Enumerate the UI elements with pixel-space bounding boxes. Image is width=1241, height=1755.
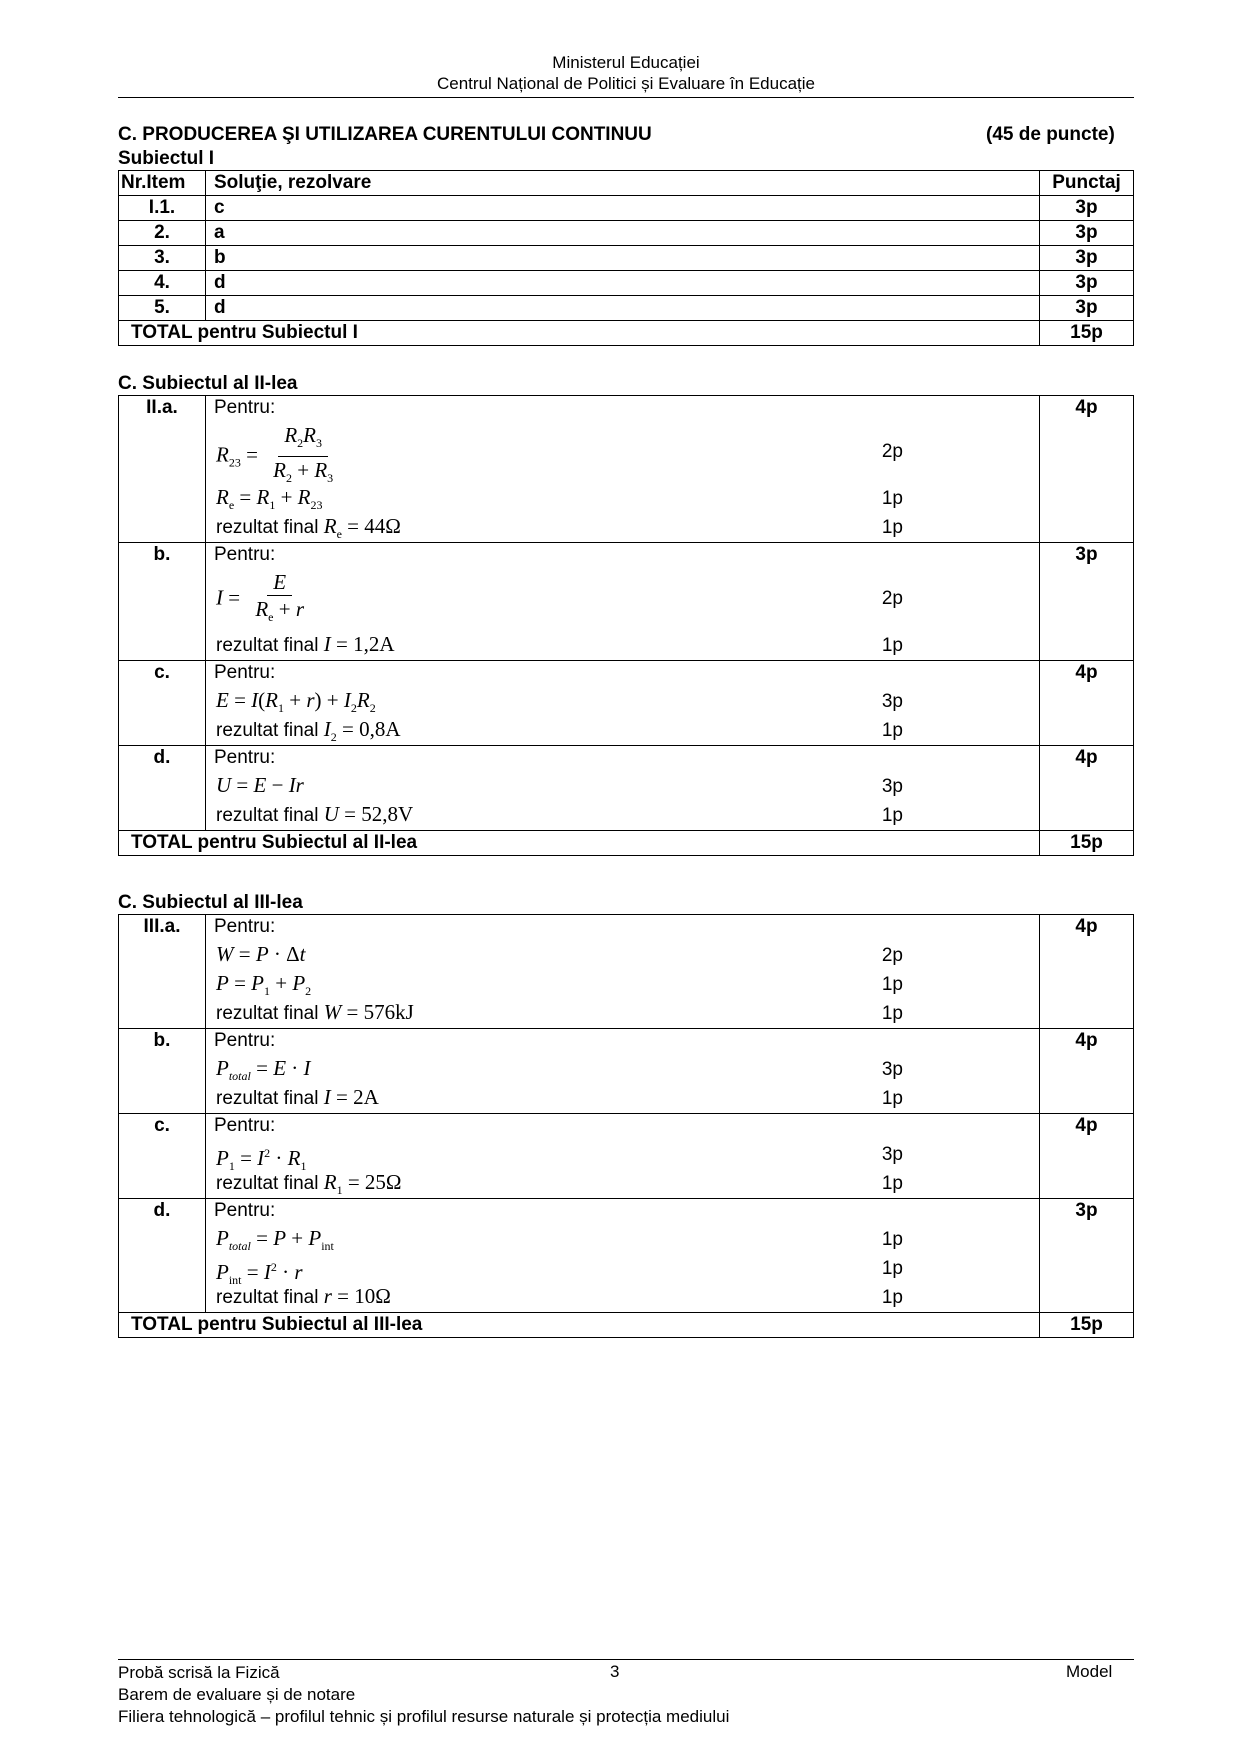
item-number: III.a. [119, 915, 206, 1029]
sub-score: 2p [881, 945, 903, 966]
header-item: Nr.Item [119, 171, 206, 196]
score: 4p [1040, 746, 1134, 831]
formula: $R_e = R_1 + R_{23}$ [216, 485, 323, 513]
formula: W = P · Δt [216, 942, 306, 966]
final-result-line [214, 1167, 1031, 1196]
score: 4p [1040, 915, 1134, 1029]
formula: $E = I(R_1 + r) + I_2R_2$ [216, 688, 376, 716]
final-result-line [214, 799, 1031, 828]
formula-line [214, 1252, 1031, 1288]
intro-text: Pentru: [214, 747, 276, 768]
table-row [119, 246, 1134, 271]
total-row [119, 831, 1134, 856]
formula: I = $\frac{E}{R_e + r}$ [216, 570, 305, 625]
intro-text: Pentru: [214, 916, 276, 937]
final-label: rezultat final [216, 1088, 319, 1109]
subject3-table [118, 914, 1134, 1338]
solution-cell [206, 543, 1040, 661]
item-number: 5. [119, 296, 206, 321]
header-ministry: Ministerul Educației [552, 53, 700, 72]
final-label: rezultat final [216, 805, 319, 826]
table-row [119, 1029, 1134, 1114]
sub-score: 3p [881, 776, 903, 797]
score: 3p [1040, 543, 1134, 661]
score: 3p [1040, 246, 1134, 271]
solution-cell [206, 396, 1040, 543]
formula: $P_{total} = E \cdot I$ [216, 1056, 311, 1084]
table-row [119, 661, 1134, 746]
sub-score: 1p [881, 1229, 903, 1250]
formula-line [214, 1053, 1031, 1082]
solution-cell [206, 1199, 1040, 1313]
sub-score: 1p [881, 1173, 903, 1194]
final-result: rezultat final I = 1,2A [216, 632, 395, 656]
score: 4p [1040, 1114, 1134, 1199]
sub-score: 1p [881, 720, 903, 741]
final-result-line [214, 1281, 1031, 1310]
total-score: 15p [1040, 321, 1134, 346]
item-number: c. [119, 1114, 206, 1199]
final-result: rezultat final I = 2A [216, 1085, 379, 1109]
sub-score: 1p [881, 1003, 903, 1024]
final-label: rezultat final [216, 1173, 319, 1194]
answer: c [206, 196, 1040, 221]
formula-line [214, 1138, 1031, 1174]
total-label: TOTAL pentru Subiectul al III-lea [119, 1313, 1040, 1338]
total-row [119, 1313, 1134, 1338]
solution-cell [206, 915, 1040, 1029]
formula-line [214, 1223, 1031, 1252]
solution-cell [206, 1029, 1040, 1114]
final-result-line [214, 1082, 1031, 1111]
final-result: rezultat final r = 10Ω [216, 1284, 391, 1308]
sub-score: 3p [881, 1059, 903, 1080]
final-result: rezultat final U = 52,8V [216, 802, 414, 826]
formula: $P_{int} = I^2 \cdot r$ [216, 1260, 303, 1288]
subject2-title: C. Subiectul al II-lea [118, 373, 298, 394]
item-number: 2. [119, 221, 206, 246]
intro-text: Pentru: [214, 544, 276, 565]
intro-text: Pentru: [214, 1030, 276, 1051]
table-row [119, 915, 1134, 1029]
subject1-title: Subiectul I [118, 148, 215, 169]
score: 3p [1040, 1199, 1134, 1313]
intro-text: Pentru: [214, 662, 276, 683]
final-label: rezultat final [216, 720, 319, 741]
item-number: 4. [119, 271, 206, 296]
solution-cell [206, 1114, 1040, 1199]
table-row [119, 296, 1134, 321]
table-row [119, 1199, 1134, 1313]
formula-line [214, 770, 1031, 799]
total-score: 15p [1040, 1313, 1134, 1338]
final-result: rezultat final $I_2 = 0,8A$ [216, 717, 401, 745]
final-result-line [214, 714, 1031, 743]
page-number: 3 [610, 1662, 620, 1681]
final-label: rezultat final [216, 1287, 319, 1308]
sub-score: 3p [881, 1144, 903, 1165]
score: 3p [1040, 296, 1134, 321]
answer: b [206, 246, 1040, 271]
final-result: rezultat final W = 576kJ [216, 1000, 414, 1024]
table-header-row [119, 171, 1134, 196]
total-label: TOTAL pentru Subiectul I [119, 321, 1040, 346]
subject3-title: C. Subiectul al III-lea [118, 892, 303, 913]
sub-score: 1p [881, 1088, 903, 1109]
formula-line [214, 420, 1031, 486]
item-number: 3. [119, 246, 206, 271]
item-number: b. [119, 543, 206, 661]
table-row [119, 271, 1134, 296]
final-result-line [214, 629, 1031, 658]
final-label: rezultat final [216, 635, 319, 656]
table-row [119, 196, 1134, 221]
table-row [119, 221, 1134, 246]
formula: $P = P_1 + P_2$ [216, 971, 312, 999]
sub-score: 1p [881, 974, 903, 995]
score: 3p [1040, 271, 1134, 296]
footer-exam: Probă scrisă la Fizică [118, 1663, 280, 1682]
intro-text: Pentru: [214, 1200, 276, 1221]
final-result-line [214, 997, 1031, 1026]
final-label: rezultat final [216, 517, 319, 538]
page-header [118, 52, 1134, 94]
header-score: Punctaj [1040, 171, 1134, 196]
total-row [119, 321, 1134, 346]
sub-score: 3p [881, 691, 903, 712]
subject2-table [118, 395, 1134, 856]
solution-cell [206, 746, 1040, 831]
score: 3p [1040, 221, 1134, 246]
answer: d [206, 271, 1040, 296]
score: 3p [1040, 196, 1134, 221]
formula: U = E − Ir [216, 773, 304, 797]
table-row [119, 1114, 1134, 1199]
item-number: I.1. [119, 196, 206, 221]
score: 4p [1040, 396, 1134, 543]
footer-barem: Barem de evaluare și de notare [118, 1685, 356, 1704]
intro-text: Pentru: [214, 397, 276, 418]
table-row [119, 543, 1134, 661]
formula: $P_{total} = P + P_{int}$ [216, 1226, 334, 1254]
formula-line [214, 685, 1031, 714]
table-row [119, 396, 1134, 543]
answer: d [206, 296, 1040, 321]
final-result-line [214, 511, 1031, 540]
formula-line [214, 482, 1031, 511]
solution-cell [206, 661, 1040, 746]
header-divider [118, 97, 1134, 98]
sub-score: 2p [881, 588, 903, 609]
sub-score: 1p [881, 635, 903, 656]
intro-text: Pentru: [214, 1115, 276, 1136]
section-title: C. PRODUCEREA ŞI UTILIZAREA CURENTULUI CONTINUU [118, 124, 652, 145]
item-number: II.a. [119, 396, 206, 543]
item-number: c. [119, 661, 206, 746]
header-solution: Soluţie, rezolvare [206, 171, 1040, 196]
footer-divider [118, 1659, 1134, 1660]
formula: $P_1 = I^2 \cdot R_1$ [216, 1146, 307, 1174]
score: 4p [1040, 661, 1134, 746]
sub-score: 1p [881, 1258, 903, 1279]
sub-score: 1p [881, 517, 903, 538]
final-result: rezultat final $R_e = 44\Omega$ [216, 514, 401, 542]
formula-line [214, 567, 1031, 629]
sub-score: 2p [881, 441, 903, 462]
footer-profile: Filiera tehnologică – profilul tehnic și profilul resurse naturale și protecția mediului [118, 1707, 730, 1726]
sub-score: 1p [881, 488, 903, 509]
section-points: (45 de puncte) [986, 124, 1115, 145]
subject1-table [118, 170, 1134, 346]
sub-score: 1p [881, 1287, 903, 1308]
footer-model: Model [1066, 1662, 1113, 1681]
total-score: 15p [1040, 831, 1134, 856]
table-row [119, 746, 1134, 831]
total-label: TOTAL pentru Subiectul al II-lea [119, 831, 1040, 856]
answer: a [206, 221, 1040, 246]
formula: $R_{23}$ = $\frac{R_2R_3}{R_2 + R_3}$ [216, 423, 334, 486]
item-number: d. [119, 746, 206, 831]
sub-score: 1p [881, 805, 903, 826]
formula-line [214, 968, 1031, 997]
score: 4p [1040, 1029, 1134, 1114]
item-number: d. [119, 1199, 206, 1313]
item-number: b. [119, 1029, 206, 1114]
page-footer [118, 1662, 729, 1728]
header-center: Centrul Național de Politici și Evaluare în Educație [437, 74, 815, 93]
formula-line [214, 939, 1031, 968]
final-result: rezultat final $R_1 = 25\Omega$ [216, 1170, 402, 1198]
final-label: rezultat final [216, 1003, 319, 1024]
